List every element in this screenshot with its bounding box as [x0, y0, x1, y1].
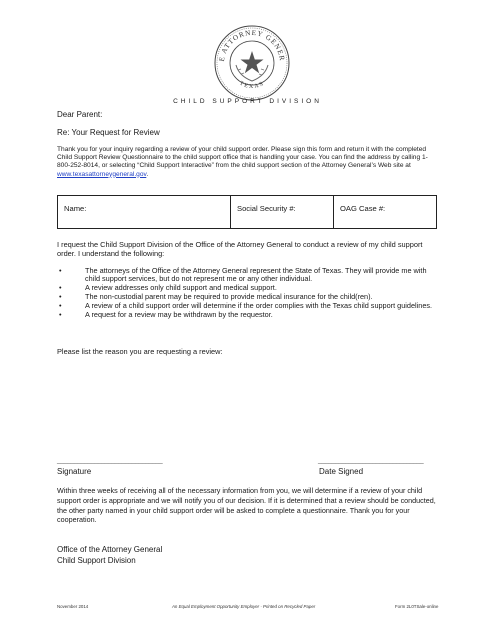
request-statement: I request the Child Support Division of the Office of the Attorney General to conduct a review of my child support order. I understand the following: [57, 240, 423, 259]
list-item-text: A request for a review may be withdrawn by the requestor. [85, 310, 273, 320]
closing-paragraph: Within three weeks of receiving all of the necessary information from you, we will determine if a review of your child support order is appropriate and we will notify you of our decision. If it is determined that a review should be conducted, the other party named in your child support order will be asked to complete a questionnaire. Thank you for your cooperation. [57, 486, 436, 525]
bullet: • [59, 301, 62, 311]
office-name: Office of the Attorney General [57, 545, 163, 554]
ssn-cell[interactable] [231, 196, 334, 228]
division-title: CHILD SUPPORT DIVISION [173, 98, 322, 105]
name-cell[interactable] [58, 196, 231, 228]
reason-area[interactable] [57, 360, 441, 455]
case-number-cell[interactable] [334, 196, 436, 228]
bullet: • [59, 283, 62, 293]
svg-text:TEXAS [238, 81, 265, 90]
seal-bottom-text: TEXAS [238, 80, 266, 91]
footer-eoe: An Equal Employment Opportunity Employer · Printed on Recycled Paper [172, 604, 316, 609]
seal-top-text: E ATTORNEY GENER [217, 28, 287, 62]
attorney-general-seal [213, 24, 291, 102]
list-item-text: A review of a child support order will determine if the order complies with the Texas child support guidelines. [85, 301, 433, 311]
salutation: Dear Parent: [57, 110, 103, 119]
identification-table [57, 195, 437, 229]
list-item [57, 267, 441, 284]
intro-paragraph [57, 146, 439, 179]
seal-icon [213, 24, 291, 102]
website-link[interactable]: www.texasattorneygeneral.gov [57, 170, 147, 178]
ssn-label: Social Security #: [237, 204, 296, 213]
list-item-text: The non-custodial parent may be required to provide medical insurance for the child(ren). [85, 292, 373, 302]
bullet: • [59, 266, 62, 275]
list-item-text: A review addresses only child support and medical support. [85, 283, 277, 293]
case-number-label: OAG Case #: [340, 204, 386, 213]
signature-line[interactable]: _______________________________ [57, 457, 163, 464]
list-item [57, 311, 441, 319]
signature-label: Signature [57, 467, 92, 476]
footer-date: November 2014 [57, 604, 89, 609]
bullet: • [59, 292, 62, 302]
division-name: Child Support Division [57, 556, 136, 565]
date-signed-line[interactable]: _______________________________ [318, 457, 424, 464]
name-label: Name: [64, 204, 87, 213]
svg-text:THE ATTORNEY GENERAL [213, 24, 286, 62]
bullet: • [59, 310, 62, 320]
list-item-text: The attorneys of the Office of the Attorney General represent the State of Texas. They will provide me with child support services, but do not represent me or any other individual. [85, 266, 427, 284]
subject-line: Re: Your Request for Review [57, 128, 160, 137]
reason-prompt: Please list the reason you are requesting a review: [57, 347, 223, 356]
footer-form-number: Form 2L0TSale-online [395, 604, 439, 609]
intro-end: . [146, 170, 149, 178]
conditions-list [57, 267, 441, 320]
intro-text: Thank you for your inquiry regarding a review of your child support order. Please sign this form and return it with the completed Child Support Review Questionnaire to the child support office that is handling your case. You can find the address by calling 1-800-252-8014, or selecting “Child Support Interactive” from the child support section of the Attorney General’s Web site at [57, 146, 428, 170]
date-signed-label: Date Signed [319, 467, 364, 476]
